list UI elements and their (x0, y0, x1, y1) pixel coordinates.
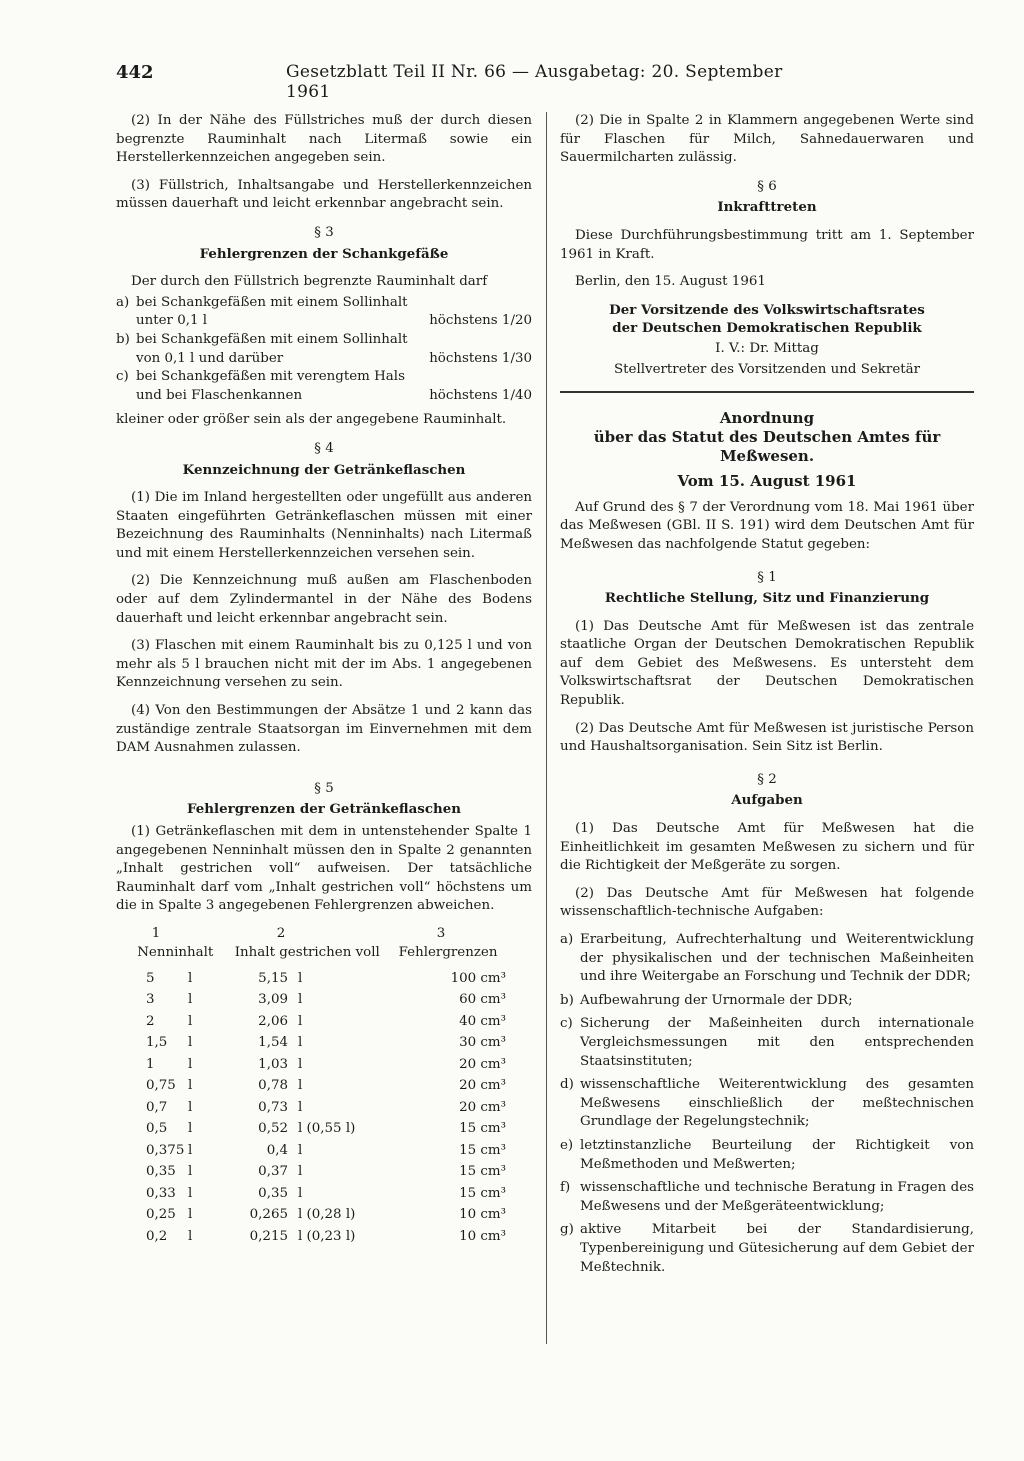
table-cell: l (298, 992, 303, 1008)
table-row (146, 1011, 506, 1033)
list-item (116, 331, 532, 350)
gazette-title: Gesetzblatt Teil II Nr. 66 — Ausgabetag: 20. September 1961 (286, 62, 783, 102)
table-cell: 0,75 (146, 1078, 176, 1094)
left-column (116, 112, 532, 1248)
item-label: f) (560, 1180, 571, 1196)
tasks-list (560, 931, 974, 1277)
table-cell: 0,73 (258, 1099, 288, 1115)
item-text: bei Schankgefäßen mit verengtem Hals (136, 369, 405, 385)
paragraph: Diese Durchführungsbestimmung tritt am 1. September 1961 in Kraft. (560, 227, 974, 262)
table-cell: 20 cm³ (459, 1056, 506, 1072)
table-cell: l (188, 1013, 193, 1029)
table-cell: l (298, 970, 303, 986)
table-row (146, 1097, 506, 1119)
signatory-name: I. V.: Dr. Mittag (715, 340, 819, 356)
table-cell: l (298, 1185, 303, 1201)
list-item (116, 368, 532, 387)
table-cell: l (0,23 l) (298, 1228, 356, 1244)
section-heading: Kennzeichnung der Getränkeflaschen (182, 461, 466, 478)
table-cell: l (298, 1035, 303, 1051)
table-cell: 15 cm³ (459, 1164, 506, 1180)
ordinance-subtitle: über das Statut des Deutschen Amtes für Meßwesen. (593, 428, 941, 466)
table-cell: 0,52 (258, 1121, 288, 1137)
item-label: a) (560, 932, 574, 947)
item-text: Erarbeitung, Aufrechterhaltung und Weiterentwicklung der physikalischen und der technischen Maßeinheiten und ihre Weitergabe an Forschung und Technik der DDR; (580, 932, 974, 985)
paragraph: (2) Die Kennzeichnung muß außen am Flaschenboden oder auf dem Zylindermantel in der Nähe des Bodens dauerhaft und leicht erkennbar angebracht sein. (116, 573, 532, 626)
item-label: b) (116, 331, 130, 347)
item-value: höchstens 1/30 (429, 350, 532, 366)
table-body (146, 968, 506, 1248)
column-header: Inhalt gestrichen voll (234, 944, 380, 960)
table-cell: 0,25 (146, 1207, 176, 1223)
table-row (146, 1183, 506, 1205)
item-value: höchstens 1/20 (429, 313, 532, 329)
item-label: b) (560, 992, 574, 1008)
ordinance-date: Vom 15. August 1961 (677, 472, 857, 491)
table-row (146, 1054, 506, 1076)
table-cell: 2,06 (258, 1013, 288, 1029)
item-text: von 0,1 l und darüber (136, 350, 284, 366)
table-cell: 0,265 (249, 1207, 288, 1223)
item-text: aktive Mitarbeit bei der Standardisierung, Typenbereinigung und Gütesicherung auf dem Gebiet der Meßtechnik. (580, 1222, 974, 1275)
table-row (146, 968, 506, 990)
place-date: Berlin, den 15. August 1961 (575, 274, 766, 290)
table-cell: 0,4 (266, 1142, 288, 1158)
paragraph: (3) Füllstrich, Inhaltsangabe und Herstellerkennzeichen müssen dauerhaft und leicht erkennbar angebracht sein. (116, 177, 532, 212)
table-cell: l (188, 1078, 193, 1094)
table-col-numbers (116, 925, 516, 944)
table-cell: 0,375 (146, 1142, 185, 1158)
table-row (146, 1140, 506, 1162)
table-cell: 0,7 (146, 1099, 168, 1115)
paragraph: (2) Das Deutsche Amt für Meßwesen ist juristische Person und Haushaltsorganisation. Sein Sitz ist Berlin. (560, 720, 974, 755)
table-cell: l (188, 1099, 193, 1115)
column-number: 3 (436, 925, 446, 941)
paragraph: (1) Die im Inland hergestellten oder ungefüllt aus anderen Staaten eingeführten Getränkeflaschen müssen mit einer Bezeichnung des Rauminhalts (Nenninhalts) nach Litermaß und mit einem Herstellerkennzeichen versehen sein. (116, 490, 532, 561)
table-cell: l (188, 1142, 193, 1158)
section-number: § 2 (757, 771, 777, 787)
table-cell: 15 cm³ (459, 1185, 506, 1201)
section-heading: Inkrafttreten (717, 199, 817, 216)
table-row (146, 1162, 506, 1184)
list-item (560, 1137, 974, 1174)
table-cell: l (188, 1056, 193, 1072)
item-text: und bei Flaschenkannen (136, 387, 303, 403)
table-row (146, 990, 506, 1012)
section-rule (560, 391, 974, 393)
table-cell: l (188, 1121, 193, 1137)
table-cell: l (188, 1035, 193, 1051)
table-cell: 0,35 (258, 1185, 288, 1201)
list-item (560, 1179, 974, 1216)
item-text: wissenschaftliche und technische Beratung in Fragen des Meßwesens und der Meßgeräteentwicklung; (580, 1180, 974, 1214)
table-cell: 30 cm³ (459, 1035, 506, 1051)
table-cell: 0,35 (146, 1164, 176, 1180)
item-text: unter 0,1 l (136, 313, 208, 329)
table-cell: 1,5 (146, 1035, 168, 1051)
item-label: c) (116, 369, 129, 385)
table-cell: l (188, 992, 193, 1008)
paragraph: (4) Von den Bestimmungen der Absätze 1 und 2 kann das zuständige zentrale Staatsorgan im Einvernehmen mit dem DAM Ausnahmen zulassen. (116, 703, 532, 756)
section-heading: Rechtliche Stellung, Sitz und Finanzierung (604, 590, 930, 607)
paragraph: (1) Das Deutsche Amt für Meßwesen ist das zentrale staatliche Organ der Deutschen Demokratischen Republik auf dem Gebiet des Meßwesens. Es untersteht dem Volkswirtschaftsrat der Deutschen Demokratischen Republik. (560, 618, 974, 709)
table-cell: 5 (146, 970, 155, 986)
section-heading: Fehlergrenzen der Getränkeflaschen (187, 801, 461, 818)
signatory-role: Stellvertreter des Vorsitzenden und Sekretär (613, 361, 921, 377)
list-item (560, 992, 974, 1011)
table-cell: l (298, 1078, 303, 1094)
table-cell: l (298, 1056, 303, 1072)
table-cell: 1,03 (258, 1056, 288, 1072)
item-text: bei Schankgefäßen mit einem Sollinhalt (136, 294, 408, 310)
item-label: c) (560, 1016, 573, 1032)
table-cell: 0,33 (146, 1185, 176, 1201)
signatory-org: der Deutschen Demokratischen Republik (612, 320, 922, 337)
table-cell: 3,09 (258, 992, 288, 1008)
section-number: § 6 (757, 178, 777, 194)
table-cell: 1 (146, 1056, 155, 1072)
table-cell: l (188, 1207, 193, 1223)
item-text: Sicherung der Maßeinheiten durch internationale Vergleichsmessungen mit den entsprechenden Staatsinstituten; (580, 1016, 974, 1069)
table-cell: 20 cm³ (459, 1078, 506, 1094)
signatory-org: Der Vorsitzende des Volkswirtschaftsrates (609, 301, 925, 318)
list-item (116, 294, 532, 313)
table-cell: 0,5 (146, 1121, 168, 1137)
paragraph: Auf Grund des § 7 der Verordnung vom 18. Mai 1961 über das Meßwesen (GBl. II S. 191) wird dem Deutschen Amt für Meßwesen das nachfolgende Statut gegeben: (560, 499, 974, 552)
table-cell: l (188, 970, 193, 986)
table-cell: 10 cm³ (459, 1207, 506, 1223)
column-number: 1 (151, 925, 161, 941)
paragraph: (2) Die in Spalte 2 in Klammern angegebenen Werte sind für Flaschen für Milch, Sahnedauerwaren und Sauermilcharten zulässig. (560, 113, 974, 166)
list-item (560, 1015, 974, 1071)
table-cell: 0,215 (249, 1228, 288, 1244)
table-cell: 5,15 (258, 970, 288, 986)
table-cell: 0,37 (258, 1164, 288, 1180)
paragraph: (2) Das Deutsche Amt für Meßwesen hat folgende wissenschaftlich-technische Aufgaben: (560, 885, 974, 920)
table-header (116, 944, 516, 963)
list-item (560, 1221, 974, 1277)
table-cell: 15 cm³ (459, 1121, 506, 1137)
table-cell: l (188, 1185, 193, 1201)
item-text: letztinstanzliche Beurteilung der Richtigkeit von Meßmethoden und Meßwerten; (580, 1137, 974, 1172)
table-cell: l (298, 1164, 303, 1180)
table-row (146, 1076, 506, 1098)
schank-list (116, 294, 532, 406)
table-cell: 10 cm³ (459, 1228, 506, 1244)
column-number: 2 (276, 925, 286, 941)
table-row (146, 1033, 506, 1055)
table-cell: 0,2 (146, 1228, 168, 1244)
ordinance-title: Anordnung (719, 409, 815, 428)
table-cell: 15 cm³ (459, 1142, 506, 1158)
paragraph: (3) Flaschen mit einem Rauminhalt bis zu 0,125 l und von mehr als 5 l brauchen nicht mit der im Abs. 1 angegebenen Kennzeichnung versehen zu sein. (116, 638, 532, 691)
item-label: a) (116, 294, 130, 310)
item-text: bei Schankgefäßen mit einem Sollinhalt (136, 331, 408, 347)
table-cell: 2 (146, 1013, 155, 1029)
list-item (560, 931, 974, 987)
list-item (560, 1076, 974, 1132)
table-row (146, 1119, 506, 1141)
table-cell: 40 cm³ (459, 1013, 506, 1029)
column-header: Nenninhalt (137, 944, 214, 960)
list-item-line (116, 350, 532, 369)
item-text: Aufbewahrung der Urnormale der DDR; (580, 992, 853, 1008)
section-heading: Fehlergrenzen der Schankgefäße (199, 245, 449, 262)
table-cell: l (188, 1228, 193, 1244)
table-cell: 60 cm³ (459, 992, 506, 1008)
paragraph: Der durch den Füllstrich begrenzte Rauminhalt darf (131, 274, 488, 290)
table-cell: 0,78 (258, 1078, 288, 1094)
page-number: 442 (116, 62, 154, 83)
table-row (146, 1226, 506, 1248)
item-text: wissenschaftliche Weiterentwicklung des gesamten Meßwesens einschließlich der meßtechnischen Grundlage der Regelungstechnik; (580, 1077, 974, 1130)
paragraph: (1) Getränkeflaschen mit dem in untenstehender Spalte 1 angegebenen Nenninhalt müssen den in Spalte 2 genannten „Inhalt gestrichen voll“ aufweisen. Der tatsächliche Rauminhalt darf vom „Inhalt gestrichen voll“ höchstens um die in Spalte 3 angegebenen Fehlergrenzen abweichen. (116, 824, 532, 914)
table-row (146, 1205, 506, 1227)
tolerance-table (116, 925, 532, 1248)
column-header: Fehlergrenzen (398, 944, 498, 960)
list-item-line (116, 387, 532, 406)
paragraph: (1) Das Deutsche Amt für Meßwesen hat die Einheitlichkeit im gesamten Meßwesen zu sichern und für die Richtigkeit der Meßgeräte zu sorgen. (560, 821, 974, 874)
section-number: § 4 (314, 440, 334, 456)
right-column (560, 112, 974, 1282)
paragraph: kleiner oder größer sein als der angegebene Rauminhalt. (116, 412, 507, 428)
table-cell: l (0,55 l) (298, 1121, 356, 1137)
section-number: § 1 (757, 569, 777, 585)
table-cell: l (298, 1013, 303, 1029)
table-cell: 20 cm³ (459, 1099, 506, 1115)
table-cell: l (298, 1099, 303, 1115)
table-cell: l (298, 1142, 303, 1158)
table-cell: 100 cm³ (450, 970, 506, 986)
table-cell: l (0,28 l) (298, 1207, 356, 1223)
item-label: g) (560, 1222, 574, 1238)
table-cell: 1,54 (258, 1035, 288, 1051)
item-label: d) (560, 1077, 574, 1093)
paragraph: (2) In der Nähe des Füllstriches muß der durch diesen begrenzte Rauminhalt nach Litermaß sowie ein Herstellerkennzeichen angegeben sein. (116, 113, 532, 166)
section-number: § 5 (314, 780, 334, 796)
column-divider (546, 112, 547, 1344)
item-value: höchstens 1/40 (429, 387, 532, 403)
table-cell: 3 (146, 992, 155, 1008)
section-heading: Aufgaben (731, 792, 803, 809)
list-item-line (116, 312, 532, 331)
table-cell: l (188, 1164, 193, 1180)
section-number: § 3 (314, 224, 334, 240)
item-label: e) (560, 1137, 574, 1153)
